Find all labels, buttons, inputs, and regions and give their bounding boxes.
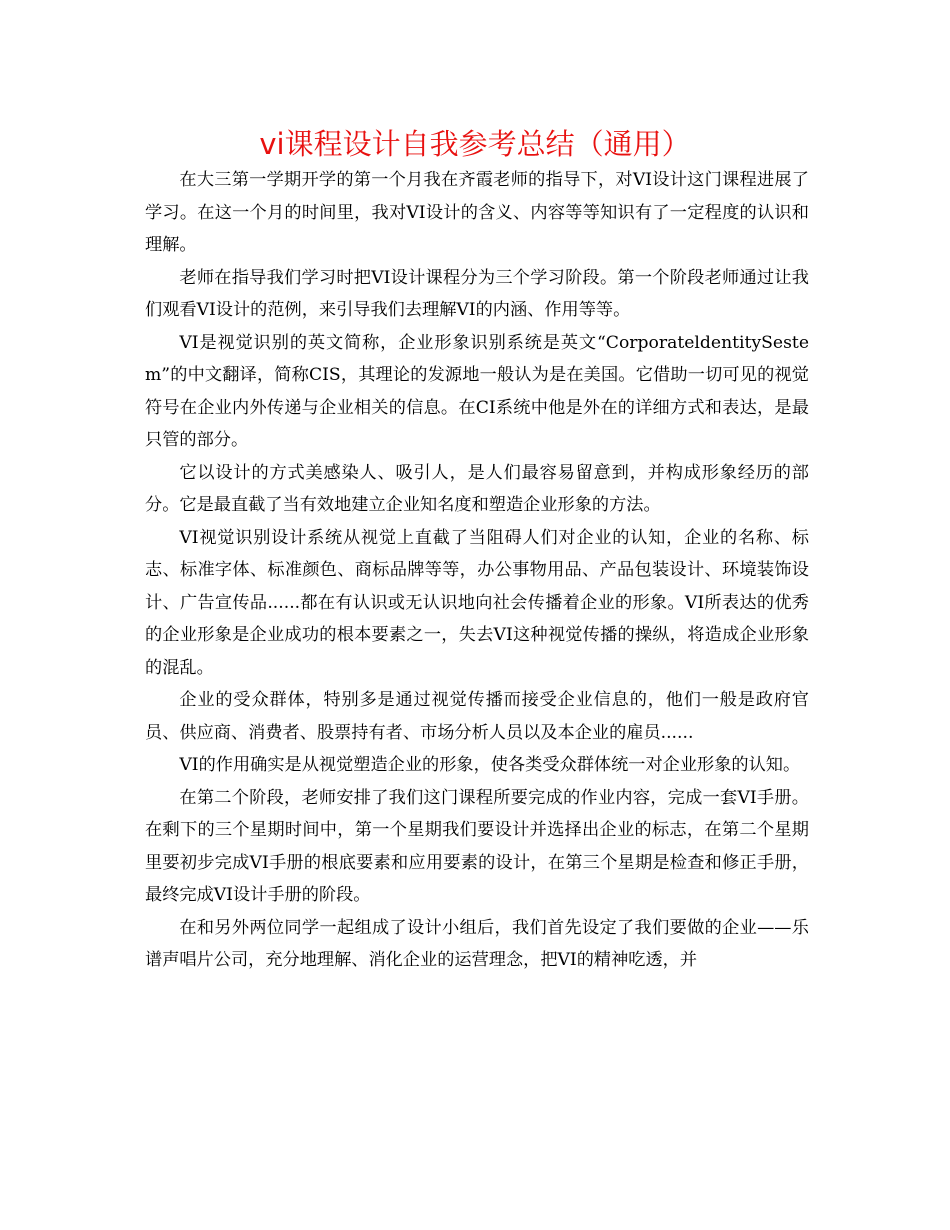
paragraph: 企业的受众群体，特别多是通过视觉传播而接受企业信息的，他们一般是政府官员、供应商、消费者、股票持有者、市场分析人员以及本企业的雇员...... bbox=[145, 690, 809, 743]
paragraph: 在大三第一学期开学的第一个月我在齐霞老师的指导下，对VI设计这门课程进展了学习。在这一个月的时间里，我对VI设计的含义、内容等等知识有了一定程度的认识和理解。 bbox=[145, 170, 809, 255]
document-body bbox=[145, 164, 809, 977]
paragraph: 在和另外两位同学一起组成了设计小组后，我们首先设定了我们要做的企业——乐谱声唱片公司，充分地理解、消化企业的运营理念，把VI的精神吃透，并 bbox=[145, 917, 809, 970]
paragraph: 它以设计的方式美感染人、吸引人，是人们最容易留意到，并构成形象经历的部分。它是最直截了当有效地建立企业知名度和塑造企业形象的方法。 bbox=[145, 462, 809, 515]
paragraph: VI视觉识别设计系统从视觉上直截了当阻碍人们对企业的认知，企业的名称、标志、标准字体、标准颜色、商标品牌等等，办公事物用品、产品包装设计、环境装饰设计、广告宣传品......都在有认识或无认识地向社会传播着企业的形象。VI所表达的优秀的企业形象是企业成功的根本要素之一，失去VI这种视觉传播的操纵，将造成企业形象的混乱。 bbox=[145, 527, 809, 678]
paragraph: VI的作用确实是从视觉塑造企业的形象，使各类受众群体统一对企业形象的认知。 bbox=[179, 755, 801, 775]
paragraph: 老师在指导我们学习时把VI设计课程分为三个学习阶段。第一个阶段老师通过让我们观看VI设计的范例，来引导我们去理解VI的内涵、作用等等。 bbox=[145, 267, 809, 320]
paragraph: 在第二个阶段，老师安排了我们这门课程所要完成的作业内容，完成一套VI手册。在剩下的三个星期时间中，第一个星期我们要设计并选择出企业的标志，在第二个星期里要初步完成VI手册的根底要素和应用要素的设计，在第三个星期是检查和修正手册，最终完成VI设计手册的阶段。 bbox=[145, 787, 809, 905]
document-title: vi课程设计自我参考总结（通用） bbox=[259, 127, 691, 161]
paragraph: VI是视觉识别的英文简称，企业形象识别系统是英文“CorporateldentitySestem”的中文翻译，简称CIS，其理论的发源地一般认为是在美国。它借助一切可见的视觉符号在企业内外传递与企业相关的信息。在CI系统中他是外在的详细方式和表达，是最只管的部分。 bbox=[145, 332, 809, 450]
